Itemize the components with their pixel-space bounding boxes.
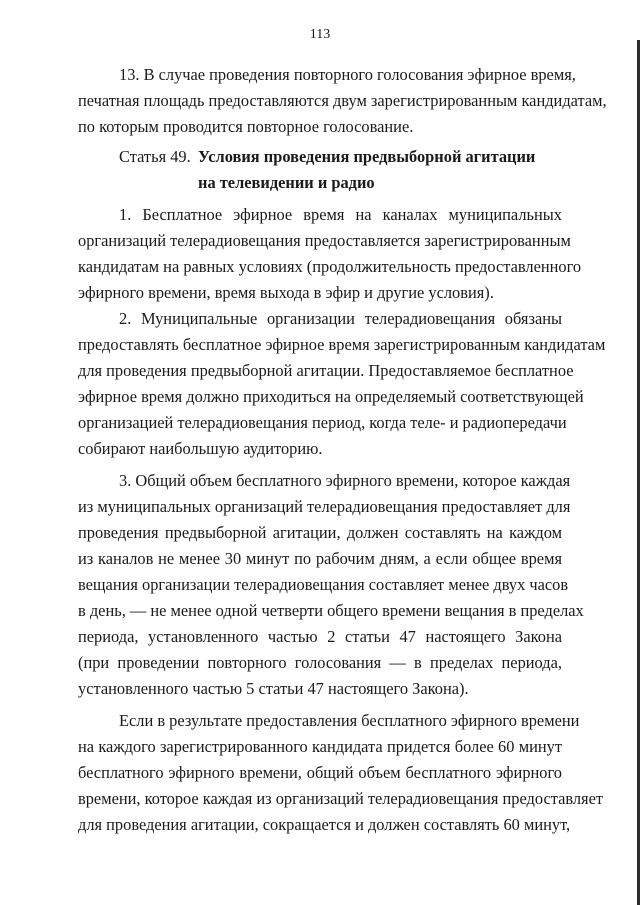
text-line: периода, установленного частью 2 статьи 47 настоящего Закона: [78, 627, 562, 646]
paragraph-3: [78, 468, 584, 702]
text-line: для проведения предвыборной агитации. Предоставляемое бесплатное: [78, 361, 574, 380]
paragraph-2: [78, 306, 606, 462]
text-line: проведения предвыборной агитации, должен составлять на каждом: [78, 523, 562, 542]
text-line: печатная площадь предоставляются двум зарегистрированным кандидатам,: [78, 91, 607, 110]
text-line: 2. Муниципальные организации телерадиовещания обязаны: [119, 309, 562, 328]
article-heading: [78, 144, 562, 196]
document-body: [78, 62, 607, 838]
text-line: (при проведении повторного голосования — в пределах периода,: [78, 653, 562, 672]
article-title: Условия проведения предвыборной агитации: [198, 147, 536, 166]
text-line: на каждого зарегистрированного кандидата придется более 60 минут: [78, 737, 562, 756]
page-number: 113: [309, 27, 331, 42]
text-line: 13. В случае проведения повторного голосования эфирное время,: [119, 65, 576, 84]
text-line: установленного частью 5 статьи 47 настоящего Закона).: [78, 679, 469, 698]
text-line: кандидатам на равных условиях (продолжительность предоставленного: [78, 257, 582, 276]
text-line: организацией телерадиовещания период, когда теле- и радиопередачи: [78, 413, 567, 432]
text-line: эфирное время должно приходиться на определяемый соответствующей: [78, 387, 584, 406]
text-line: по которым проводится повторное голосование.: [78, 117, 414, 136]
article-heading-row: [78, 144, 562, 170]
paragraph-4: [78, 708, 604, 838]
text-line: из каналов не менее 30 минут по рабочим дням, а если общее время: [78, 549, 562, 568]
text-line: организаций телерадиовещания предоставляется зарегистрированным: [78, 231, 571, 250]
text-line: 3. Общий объем бесплатного эфирного времени, которое каждая: [119, 471, 571, 490]
text-line: предоставлять бесплатное эфирное время зарегистрированным кандидатам: [78, 335, 606, 354]
text-line: эфирного времени, время выхода в эфир и другие условия).: [78, 283, 494, 302]
text-line: из муниципальных организаций телерадиовещания предоставляет для: [78, 497, 571, 516]
article-title-continued: на телевидении и радио: [198, 173, 375, 192]
text-line: для проведения агитации, сокращается и должен составлять 60 минут,: [78, 815, 571, 834]
text-line: в день, — не менее одной четверти общего времени вещания в пределах: [78, 601, 584, 620]
paragraph-13: [78, 62, 607, 140]
text-line: времени, которое каждая из организаций телерадиовещания предоставляет: [78, 789, 604, 808]
text-line: Если в результате предоставления бесплатного эфирного времени: [119, 711, 580, 730]
article-label: Статья 49.: [119, 147, 191, 166]
text-line: бесплатного эфирного времени, общий объем бесплатного эфирного: [78, 763, 562, 782]
text-line: собирают наибольшую аудиторию.: [78, 439, 323, 458]
paragraph-1: [78, 202, 582, 306]
text-line: вещания организации телерадиовещания составляет менее двух часов: [78, 575, 569, 594]
text-line: 1. Бесплатное эфирное время на каналах муниципальных: [119, 205, 562, 224]
